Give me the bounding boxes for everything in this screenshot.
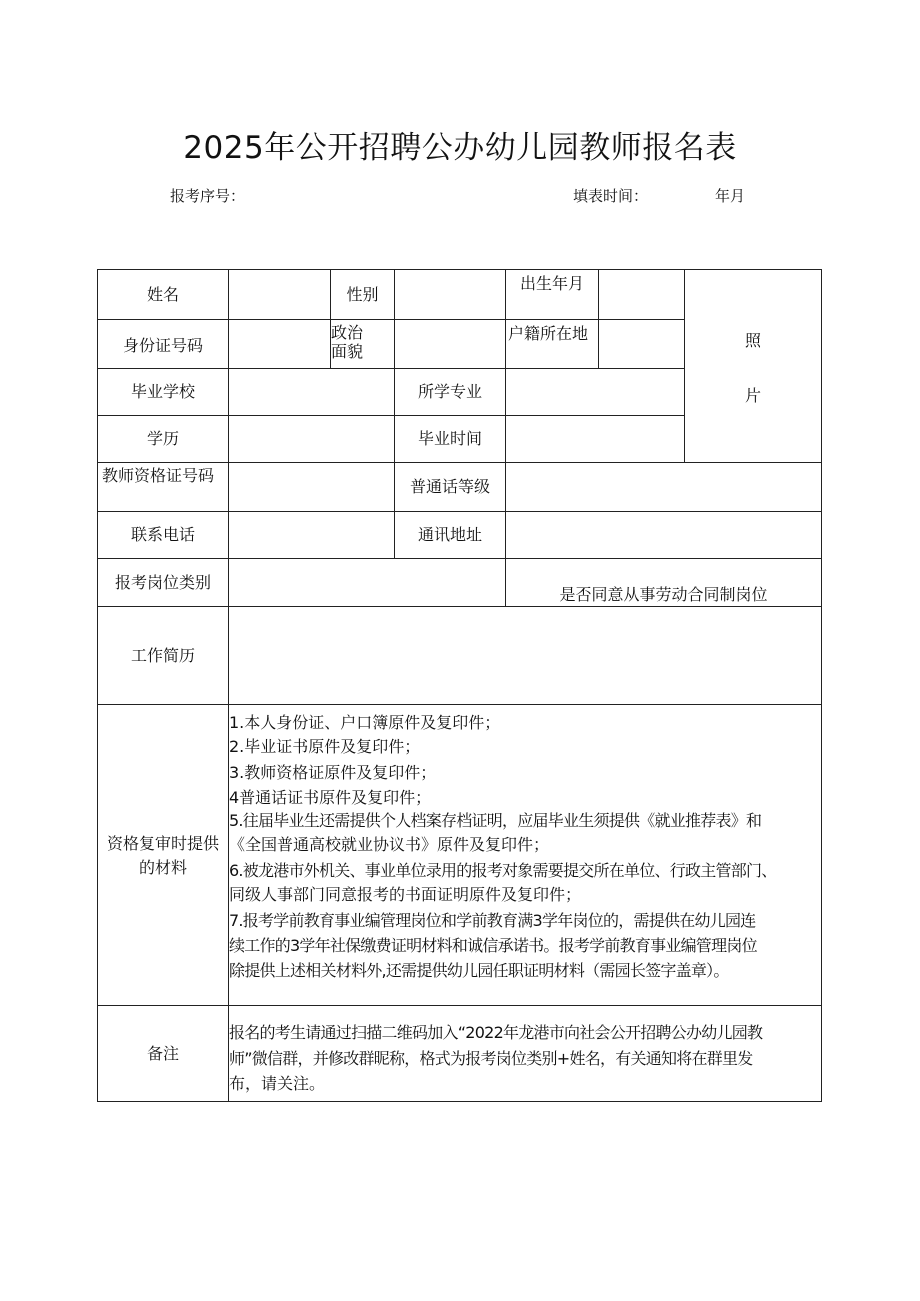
materials-item: 同级人事部门同意报考的书面证明原件及复印件； [229,885,582,904]
major-field[interactable] [506,369,684,415]
birth-label: 出生年月 [519,274,584,293]
political-field[interactable] [395,320,505,368]
remark-text: 报名的考生请通过扫描二维码加入“2022年龙港市向社会公开招聘公办幼儿园教 [229,1023,763,1042]
political-label-2: 面貌 [331,342,364,361]
cert-number-label: 教师资格证号码 [102,466,215,485]
hukou-label: 户籍所在地 [508,324,589,343]
materials-item: 4普通话证书原件及复印件； [229,788,432,807]
gender-field[interactable] [395,270,505,319]
id-number-label: 身份证号码 [122,336,203,356]
fill-time-label: 填表时间： [573,187,649,205]
photo-label-2: 片 [745,386,762,405]
school-label: 毕业学校 [130,382,195,402]
remark-text: 师”微信群，并修改群昵称，格式为报考岗位类别+姓名，有关通知将在群里发 [229,1049,753,1068]
birth-field[interactable] [599,270,684,319]
school-field[interactable] [229,369,394,415]
materials-item: 5.往届毕业生还需提供个人档案存档证明，应届毕业生须提供《就业推荐表》和 [229,811,762,830]
year-month-label: 年月 [715,187,746,205]
materials-item: 3.教师资格证原件及复印件； [229,763,437,782]
hukou-field[interactable] [599,320,684,368]
materials-item: 《全国普通高校就业协议书》原件及复印件； [229,835,550,854]
labor-contract-label: 是否同意从事劳动合同制岗位 [559,585,768,604]
remark-label: 备注 [146,1043,179,1063]
position-type-label: 报考岗位类别 [114,572,211,592]
photo-label-1: 照 [745,331,762,350]
address-label: 通讯地址 [417,525,482,545]
gender-label: 性别 [346,284,379,304]
materials-item: 1.本人身份证、户口簿原件及复印件； [229,713,501,732]
resume-label: 工作简历 [130,645,195,665]
materials-item: 续工作的3学年社保缴费证明材料和诚信承诺书。报考学前教育事业编管理岗位 [229,936,757,955]
mandarin-label: 普通话等级 [409,477,490,497]
major-label: 所学专业 [417,382,482,402]
photo-box[interactable] [685,270,821,462]
address-field[interactable] [506,512,821,558]
phone-label: 联系电话 [130,525,195,545]
political-label-1: 政治 [331,323,364,342]
remark-text: 布，请关注。 [229,1074,326,1093]
id-number-field[interactable] [229,320,330,368]
materials-item: 2.毕业证书原件及复印件； [229,737,421,756]
materials-item: 7.报考学前教育事业编管理岗位和学前教育满3学年岗位的，需提供在幼儿园连 [229,911,756,930]
form-title: 2025年公开招聘公办幼儿园教师报名表 [183,130,737,166]
resume-field[interactable] [229,607,821,704]
education-label: 学历 [146,429,179,449]
serial-number-label: 报考序号： [170,187,246,205]
education-field[interactable] [229,416,394,462]
mandarin-field[interactable] [506,463,821,511]
name-field[interactable] [229,270,330,319]
grad-time-field[interactable] [506,416,684,462]
materials-item: 6.被龙港市外机关、事业单位录用的报考对象需要提交所在单位、行政主管部门、 [229,861,777,880]
phone-field[interactable] [229,512,394,558]
materials-label-1: 资格复审时提供 [106,834,219,853]
position-type-field[interactable] [229,559,505,606]
grad-time-label: 毕业时间 [417,429,482,449]
materials-item: 除提供上述相关材料外,还需提供幼儿园任职证明材料（需园长签字盖章）。 [229,961,729,980]
cert-number-field[interactable] [229,463,394,511]
name-label: 姓名 [146,284,179,304]
materials-label-2: 的材料 [138,858,187,877]
